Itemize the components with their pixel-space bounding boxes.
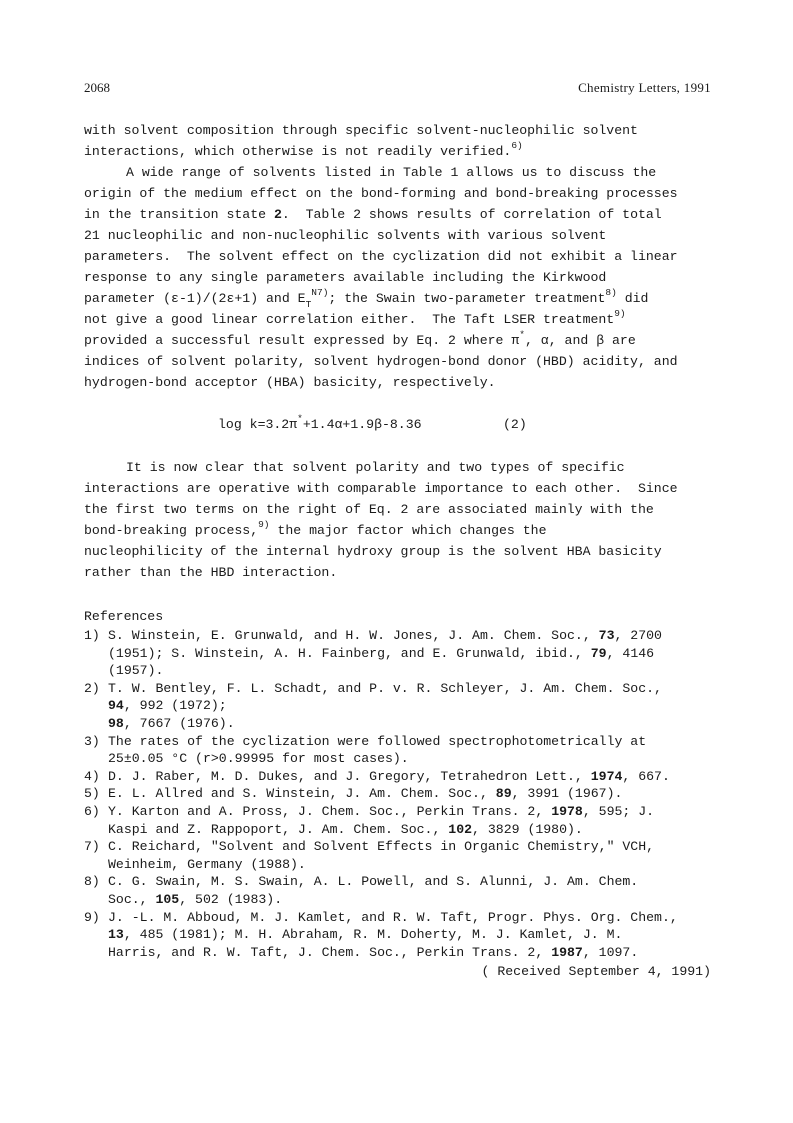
volume-number: 13 (108, 927, 124, 943)
equation: log k=3.2π*+1.4α+1.9β-8.36 (218, 412, 422, 432)
volume-number: 105 (155, 891, 180, 907)
reference-line: 94, 992 (1972); (108, 698, 235, 714)
references-heading: References (84, 609, 164, 624)
volume-number: 89 (495, 786, 512, 802)
text-line: response to any single parameters available including the Kirkwood (84, 270, 607, 285)
reference-item (84, 909, 724, 962)
text-line: with solvent composition through specific solvent-nucleophilic solvent (84, 123, 638, 138)
reference-line: Weinheim, Germany (1988). (108, 856, 306, 872)
reference-line: E. L. Allred and S. Winstein, J. Am. Chem. Soc., 89, 3991 (1967). (108, 786, 623, 802)
text-line: origin of the medium effect on the bond-forming and bond-breaking processes (84, 186, 678, 201)
reference-line: Harris, and R. W. Taft, J. Chem. Soc., Perkin Trans. 2, 1987, 1097. (108, 944, 639, 960)
page-header (84, 80, 711, 100)
paragraph-continuation (84, 120, 724, 162)
text-line: interactions are operative with comparable importance to each other. Since (84, 481, 678, 496)
reference-number: 4) (84, 768, 100, 784)
reference-item (84, 733, 724, 768)
equation-number: (2) (503, 417, 527, 432)
reference-line: 98, 7667 (1976). (108, 715, 235, 731)
paragraph-solvent-effects (84, 162, 724, 393)
reference-line: C. G. Swain, M. S. Swain, A. L. Powell, and S. Alunni, J. Am. Chem. (108, 874, 639, 890)
text-line: parameter (ε-1)/(2ε+1) and $E_T^{N7)}$; the Swain two-parameter treatment$^{8)}$ did (84, 286, 649, 310)
text-line: not give a good linear correlation either. The Taft LSER treatment$^{9)}$ (84, 307, 626, 327)
reference-line: D. J. Raber, M. D. Dukes, and J. Gregory, Tetrahedron Lett., 1974, 667. (108, 768, 670, 784)
reference-line: J. -L. M. Abboud, M. J. Kamlet, and R. W. Taft, Progr. Phys. Org. Chem., (108, 909, 678, 925)
text-line: nucleophilicity of the internal hydroxy group is the solvent HBA basicity (84, 544, 662, 559)
text-line: It is now clear that solvent polarity and two types of specific (126, 460, 625, 475)
reference-number: 8) (84, 874, 100, 890)
page-number: 2068 (84, 80, 110, 95)
reference-line: T. W. Bentley, F. L. Schadt, and P. v. R. Schleyer, J. Am. Chem. Soc., (108, 680, 662, 696)
text-line: bond-breaking process,$^{9)}$ the major factor which changes the (84, 518, 547, 538)
reference-number: 6) (84, 803, 100, 819)
reference-line: Kaspi and Z. Rappoport, J. Am. Chem. Soc., 102, 3829 (1980). (108, 821, 583, 837)
reference-number: 9) (84, 909, 100, 925)
reference-line: 13, 485 (1981); M. H. Abraham, R. M. Doherty, M. J. Kamlet, J. M. (108, 927, 623, 943)
compound-number: 2 (273, 207, 282, 222)
reference-item (84, 785, 724, 803)
reference-item (84, 873, 724, 908)
reference-line: Y. Karton and A. Pross, J. Chem. Soc., Perkin Trans. 2, 1978, 595; J. (108, 803, 655, 819)
citation-ref: N7) (311, 286, 329, 298)
reference-item (84, 803, 724, 838)
reference-line: (1957). (108, 663, 164, 679)
text-line: the first two terms on the right of Eq. 2 are associated mainly with the (84, 502, 654, 517)
citation-ref: 6) (511, 139, 523, 151)
reference-line: C. Reichard, "Solvent and Solvent Effects in Organic Chemistry," VCH, (108, 839, 655, 855)
citation-ref: 8) (605, 286, 617, 298)
text-line: parameters. The solvent effect on the cyclization did not exhibit a linear (84, 249, 678, 264)
reference-number: 1) (84, 628, 100, 643)
volume-number: 98 (108, 715, 124, 731)
text-line: rather than the HBD interaction. (84, 565, 338, 580)
text-line: 21 nucleophilic and non-nucleophilic solvents with various solvent (84, 228, 607, 243)
journal-title: Chemistry Letters, 1991 (578, 80, 711, 95)
reference-item (84, 838, 724, 873)
reference-number: 5) (84, 786, 100, 802)
volume-number: 73 (598, 628, 615, 643)
text-line: in the transition state 2. Table 2 shows results of correlation of total (84, 207, 662, 222)
text-line: provided a successful result expressed by Eq. 2 where π*, α, and β are (84, 328, 636, 348)
volume-number: 1987 (551, 944, 583, 960)
citation-ref: 9) (614, 307, 626, 319)
reference-number: 7) (84, 839, 100, 855)
volume-number: 79 (590, 645, 607, 661)
reference-item (84, 627, 724, 680)
text-line: hydrogen-bond acceptor (HBA) basicity, respectively. (84, 375, 496, 390)
volume-number: 1978 (551, 803, 583, 819)
text-line: A wide range of solvents listed in Table 1 allows us to discuss the (126, 165, 657, 180)
reference-item (84, 680, 724, 733)
reference-line: S. Winstein, E. Grunwald, and H. W. Jones, J. Am. Chem. Soc., 73, 2700 (108, 628, 662, 643)
volume-number: 94 (108, 698, 124, 714)
reference-line: The rates of the cyclization were followed spectrophotometrically at (108, 733, 647, 749)
reference-number: 2) (84, 680, 100, 696)
paragraph-conclusion (84, 457, 724, 583)
references-list (84, 627, 724, 961)
text-line: indices of solvent polarity, solvent hydrogen-bond donor (HBD) acidity, and (84, 354, 678, 369)
reference-line: Soc., 105, 502 (1983). (108, 891, 283, 907)
reference-item (84, 768, 724, 786)
volume-number: 102 (448, 821, 473, 837)
reference-number: 3) (84, 733, 100, 749)
text-line: interactions, which otherwise is not readily verified.$^{6)}$ (84, 139, 523, 159)
received-date: ( Received September 4, 1991) (481, 964, 711, 979)
reference-line: 25±0.05 °C (r>0.99995 for most cases). (108, 751, 409, 767)
reference-line: (1951); S. Winstein, A. H. Fainberg, and E. Grunwald, ibid., 79, 4146 (108, 645, 655, 661)
volume-number: 1974 (590, 768, 623, 784)
citation-ref: 9) (258, 518, 270, 530)
